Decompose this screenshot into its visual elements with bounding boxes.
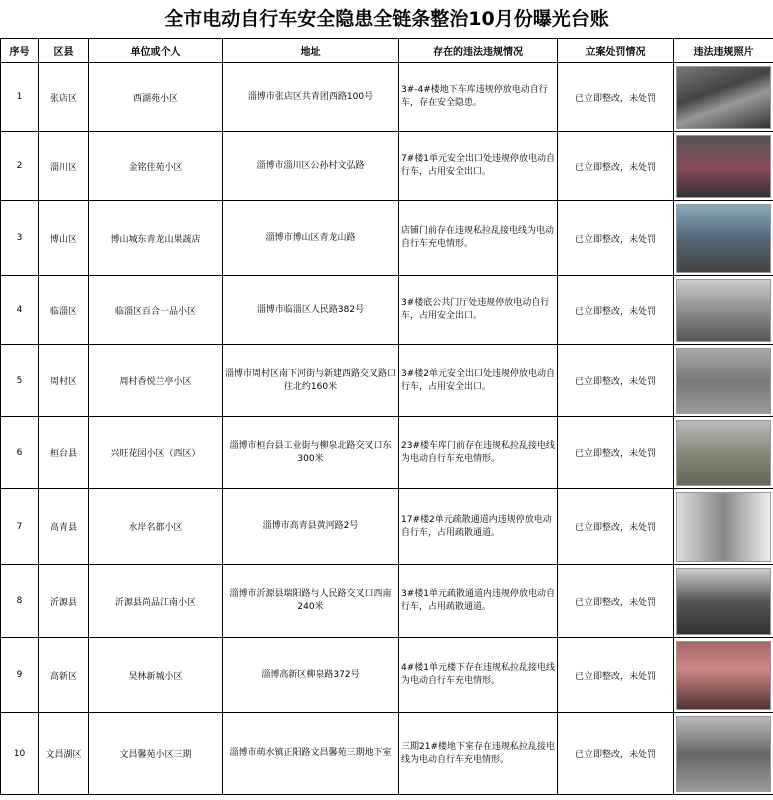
issue-cell: 店铺门前存在违规私拉乱接电线为电动自行车充电情形。 [399,201,558,276]
address-cell: 淄博市高青县黄河路2号 [223,489,399,565]
row-number: 4 [1,276,39,345]
photo-cell [674,565,773,638]
county-cell: 高青县 [39,489,89,565]
address-cell: 淄博市桓台县工业街与柳泉北路交叉口东300米 [223,417,399,489]
violation-photo [676,204,771,273]
penalty-cell: 已立即整改，未处罚 [558,489,674,565]
photo-cell [674,345,773,417]
county-cell: 博山区 [39,201,89,276]
address-cell: 淄博市沂源县瑞阳路与人民路交叉口西南240米 [223,565,399,638]
header-row [1,39,773,63]
issue-cell: 3#-4#楼地下车库违规停放电动自行车，存在安全隐患。 [399,63,558,132]
county-cell: 文昌湖区 [39,713,89,795]
county-cell: 高新区 [39,638,89,713]
violation-photo [676,641,771,710]
county-cell: 沂源县 [39,565,89,638]
penalty-cell: 已立即整改，未处罚 [558,201,674,276]
violation-photo [676,348,771,414]
table-row [1,201,773,276]
header-photo: 违法违规照片 [674,39,773,63]
county-cell: 张店区 [39,63,89,132]
row-number: 5 [1,345,39,417]
unit-cell: 博山城东青龙山果蔬店 [89,201,223,276]
violation-photo [676,492,771,562]
row-number: 6 [1,417,39,489]
photo-cell [674,713,773,795]
penalty-cell: 已立即整改，未处罚 [558,276,674,345]
unit-cell: 西湖苑小区 [89,63,223,132]
county-cell: 桓台县 [39,417,89,489]
row-number: 10 [1,713,39,795]
county-cell: 临淄区 [39,276,89,345]
issue-cell: 3#楼底公共门厅处违规停放电动自行车，占用安全出口。 [399,276,558,345]
header-address: 地址 [223,39,399,63]
penalty-cell: 已立即整改，未处罚 [558,417,674,489]
penalty-cell: 已立即整改，未处罚 [558,638,674,713]
issue-cell: 3#楼1单元疏散通道内违规停放电动自行车，占用疏散通道。 [399,565,558,638]
header-no: 序号 [1,39,39,63]
row-number: 8 [1,565,39,638]
issue-cell: 4#楼1单元楼下存在违规私拉乱接电线为电动自行车充电情形。 [399,638,558,713]
address-cell: 淄博市周村区南下河街与新建西路交叉路口往北约160米 [223,345,399,417]
violation-photo [676,135,771,198]
penalty-cell: 已立即整改，未处罚 [558,713,674,795]
table-row [1,345,773,417]
violation-photo [676,420,771,486]
address-cell: 淄博市临淄区人民路382号 [223,276,399,345]
photo-cell [674,201,773,276]
row-number: 1 [1,63,39,132]
penalty-cell: 已立即整改，未处罚 [558,63,674,132]
table-row [1,132,773,201]
address-cell: 淄博市博山区青龙山路 [223,201,399,276]
header-issue: 存在的违法违规情况 [399,39,558,63]
photo-cell [674,276,773,345]
address-cell: 淄博高新区柳泉路372号 [223,638,399,713]
unit-cell: 兴旺花园小区（西区） [89,417,223,489]
county-cell: 周村区 [39,345,89,417]
unit-cell: 临淄区百合一品小区 [89,276,223,345]
photo-cell [674,63,773,132]
penalty-cell: 已立即整改，未处罚 [558,132,674,201]
unit-cell: 周村香悦兰亭小区 [89,345,223,417]
issue-cell: 3#楼2单元安全出口处违规停放电动自行车，占用安全出口。 [399,345,558,417]
photo-cell [674,132,773,201]
table-row [1,63,773,132]
address-cell: 淄博市萌水镇正阳路文昌馨苑三期地下室 [223,713,399,795]
unit-cell: 文昌馨苑小区三期 [89,713,223,795]
issue-cell: 7#楼1单元安全出口处违规停放电动自行车，占用安全出口。 [399,132,558,201]
county-cell: 淄川区 [39,132,89,201]
violation-photo [676,568,771,635]
header-county: 区县 [39,39,89,63]
issue-cell: 三期21#楼地下室存在违规私拉乱接电线为电动自行车充电情形。 [399,713,558,795]
row-number: 9 [1,638,39,713]
header-unit: 单位或个人 [89,39,223,63]
exposure-table [0,38,773,795]
penalty-cell: 已立即整改，未处罚 [558,565,674,638]
unit-cell: 沂源县尚品江南小区 [89,565,223,638]
unit-cell: 昊林新城小区 [89,638,223,713]
page-title: 全市电动自行车安全隐患全链条整治10月份曝光台账 [164,8,609,30]
penalty-cell: 已立即整改，未处罚 [558,345,674,417]
photo-cell [674,489,773,565]
unit-cell: 水岸名都小区 [89,489,223,565]
photo-cell [674,417,773,489]
table-row [1,638,773,713]
row-number: 7 [1,489,39,565]
header-penalty: 立案处罚情况 [558,39,674,63]
violation-photo [676,716,771,792]
address-cell: 淄博市张店区共青团西路100号 [223,63,399,132]
table-row [1,276,773,345]
violation-photo [676,66,771,129]
issue-cell: 17#楼2单元疏散通道内违规停放电动自行车，占用疏散通道。 [399,489,558,565]
row-number: 2 [1,132,39,201]
issue-cell: 23#楼车库门前存在违规私拉乱接电线为电动自行车充电情形。 [399,417,558,489]
unit-cell: 金铭佳苑小区 [89,132,223,201]
address-cell: 淄博市淄川区公孙村文弘路 [223,132,399,201]
table-row [1,417,773,489]
table-row [1,565,773,638]
table-row [1,489,773,565]
violation-photo [676,279,771,342]
photo-cell [674,638,773,713]
table-row [1,713,773,795]
row-number: 3 [1,201,39,276]
